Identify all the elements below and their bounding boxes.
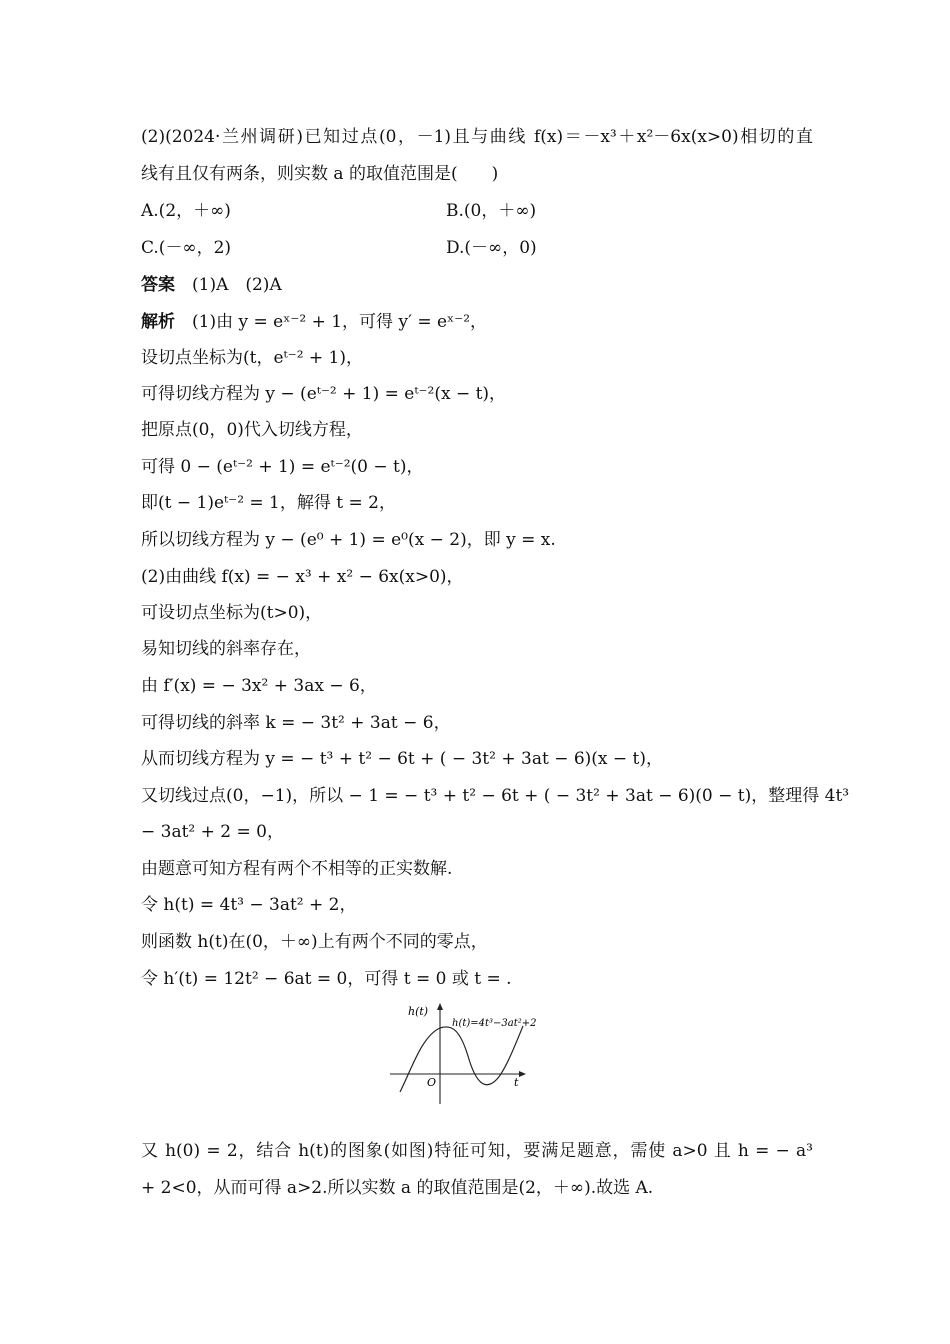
analysis-line: 易知切线的斜率存在， xyxy=(141,639,311,659)
closing-line-2: + 2<0，从而可得 a>2.所以实数 a 的取值范围是(2，＋∞).故选 A. xyxy=(141,1178,654,1198)
option-d: D.(－∞，0) xyxy=(446,238,537,258)
analysis-line: 把原点(0，0)代入切线方程， xyxy=(141,420,363,440)
analysis-line: 令 h′(t) = 12t² − 6at = 0，可得 t = 0 或 t = . xyxy=(141,969,512,989)
analysis-line: 由题意可知方程有两个不相等的正实数解. xyxy=(141,859,453,879)
analysis-line: 可设切点坐标为(t>0)， xyxy=(141,603,323,623)
analysis-line: 则函数 h(t)在(0，＋∞)上有两个不同的零点， xyxy=(141,932,488,952)
analysis-first-line xyxy=(141,311,813,333)
h-axis-label: h(t) xyxy=(408,1005,429,1018)
answer-value: (1)A (2)A xyxy=(192,275,282,295)
answer-line xyxy=(141,274,813,296)
analysis-line: − 3at² + 2 = 0， xyxy=(141,822,284,842)
problem-stem-line-1: (2)(2024·兰州调研)已知过点(0，－1)且与曲线 f(x)＝－x³＋x²－6x(x>0)相切的直 xyxy=(141,127,813,147)
analysis-line: 可得 0 − (eᵗ⁻² + 1) = eᵗ⁻²(0 − t)， xyxy=(141,457,424,477)
option-b: B.(0，＋∞) xyxy=(446,201,537,221)
analysis-line: 令 h(t) = 4t³ − 3at² + 2， xyxy=(141,895,357,915)
origin-label: O xyxy=(427,1076,437,1089)
t-axis-label: t xyxy=(514,1076,519,1089)
analysis-label: 解析 xyxy=(141,312,175,332)
answer-label: 答案 xyxy=(141,275,175,295)
t-axis-arrow xyxy=(519,1071,526,1077)
problem-stem-line-2: 线有且仅有两条，则实数 a 的取值范围是( ) xyxy=(141,164,499,184)
analysis-line: 可得切线方程为 y − (eᵗ⁻² + 1) = eᵗ⁻²(x − t)， xyxy=(141,384,507,404)
closing-line-1: 又 h(0) = 2，结合 h(t)的图象(如图)特征可知，要满足题意，需使 a>0 且 h = − a³ xyxy=(141,1141,813,1161)
option-c: C.(－∞，2) xyxy=(141,238,232,258)
option-a: A.(2，＋∞) xyxy=(141,201,231,221)
analysis-line: 所以切线方程为 y − (e⁰ + 1) = e⁰(x − 2)，即 y = x. xyxy=(141,530,556,550)
h-axis-arrow xyxy=(437,1003,443,1010)
curve-label: h(t)=4t³−3at²+2 xyxy=(452,1018,537,1029)
analysis-line: 又切线过点(0，−1)，所以 − 1 = − t³ + t² − 6t + ( − 3t² + 3at − 6)(0 − t)，整理得 4t³ xyxy=(141,786,850,806)
analysis-line: 由 f′(x) = − 3x² + 3ax − 6， xyxy=(141,676,377,696)
analysis-line: 可得切线的斜率 k = − 3t² + 3at − 6， xyxy=(141,713,451,733)
analysis-line: (2)由曲线 f(x) = − x³ + x² − 6x(x>0)， xyxy=(141,567,464,587)
analysis-line: 设切点坐标为(t，eᵗ⁻² + 1)， xyxy=(141,348,364,368)
cubic-graph-figure xyxy=(388,996,564,1108)
analysis-line: 即(t − 1)eᵗ⁻² = 1，解得 t = 2， xyxy=(141,493,396,513)
analysis-first-text: (1)由 y = eˣ⁻² + 1，可得 y′ = eˣ⁻²， xyxy=(192,312,488,332)
analysis-line: 从而切线方程为 y = − t³ + t² − 6t + ( − 3t² + 3at − 6)(x − t)， xyxy=(141,749,664,769)
cubic-curve xyxy=(400,1026,523,1092)
